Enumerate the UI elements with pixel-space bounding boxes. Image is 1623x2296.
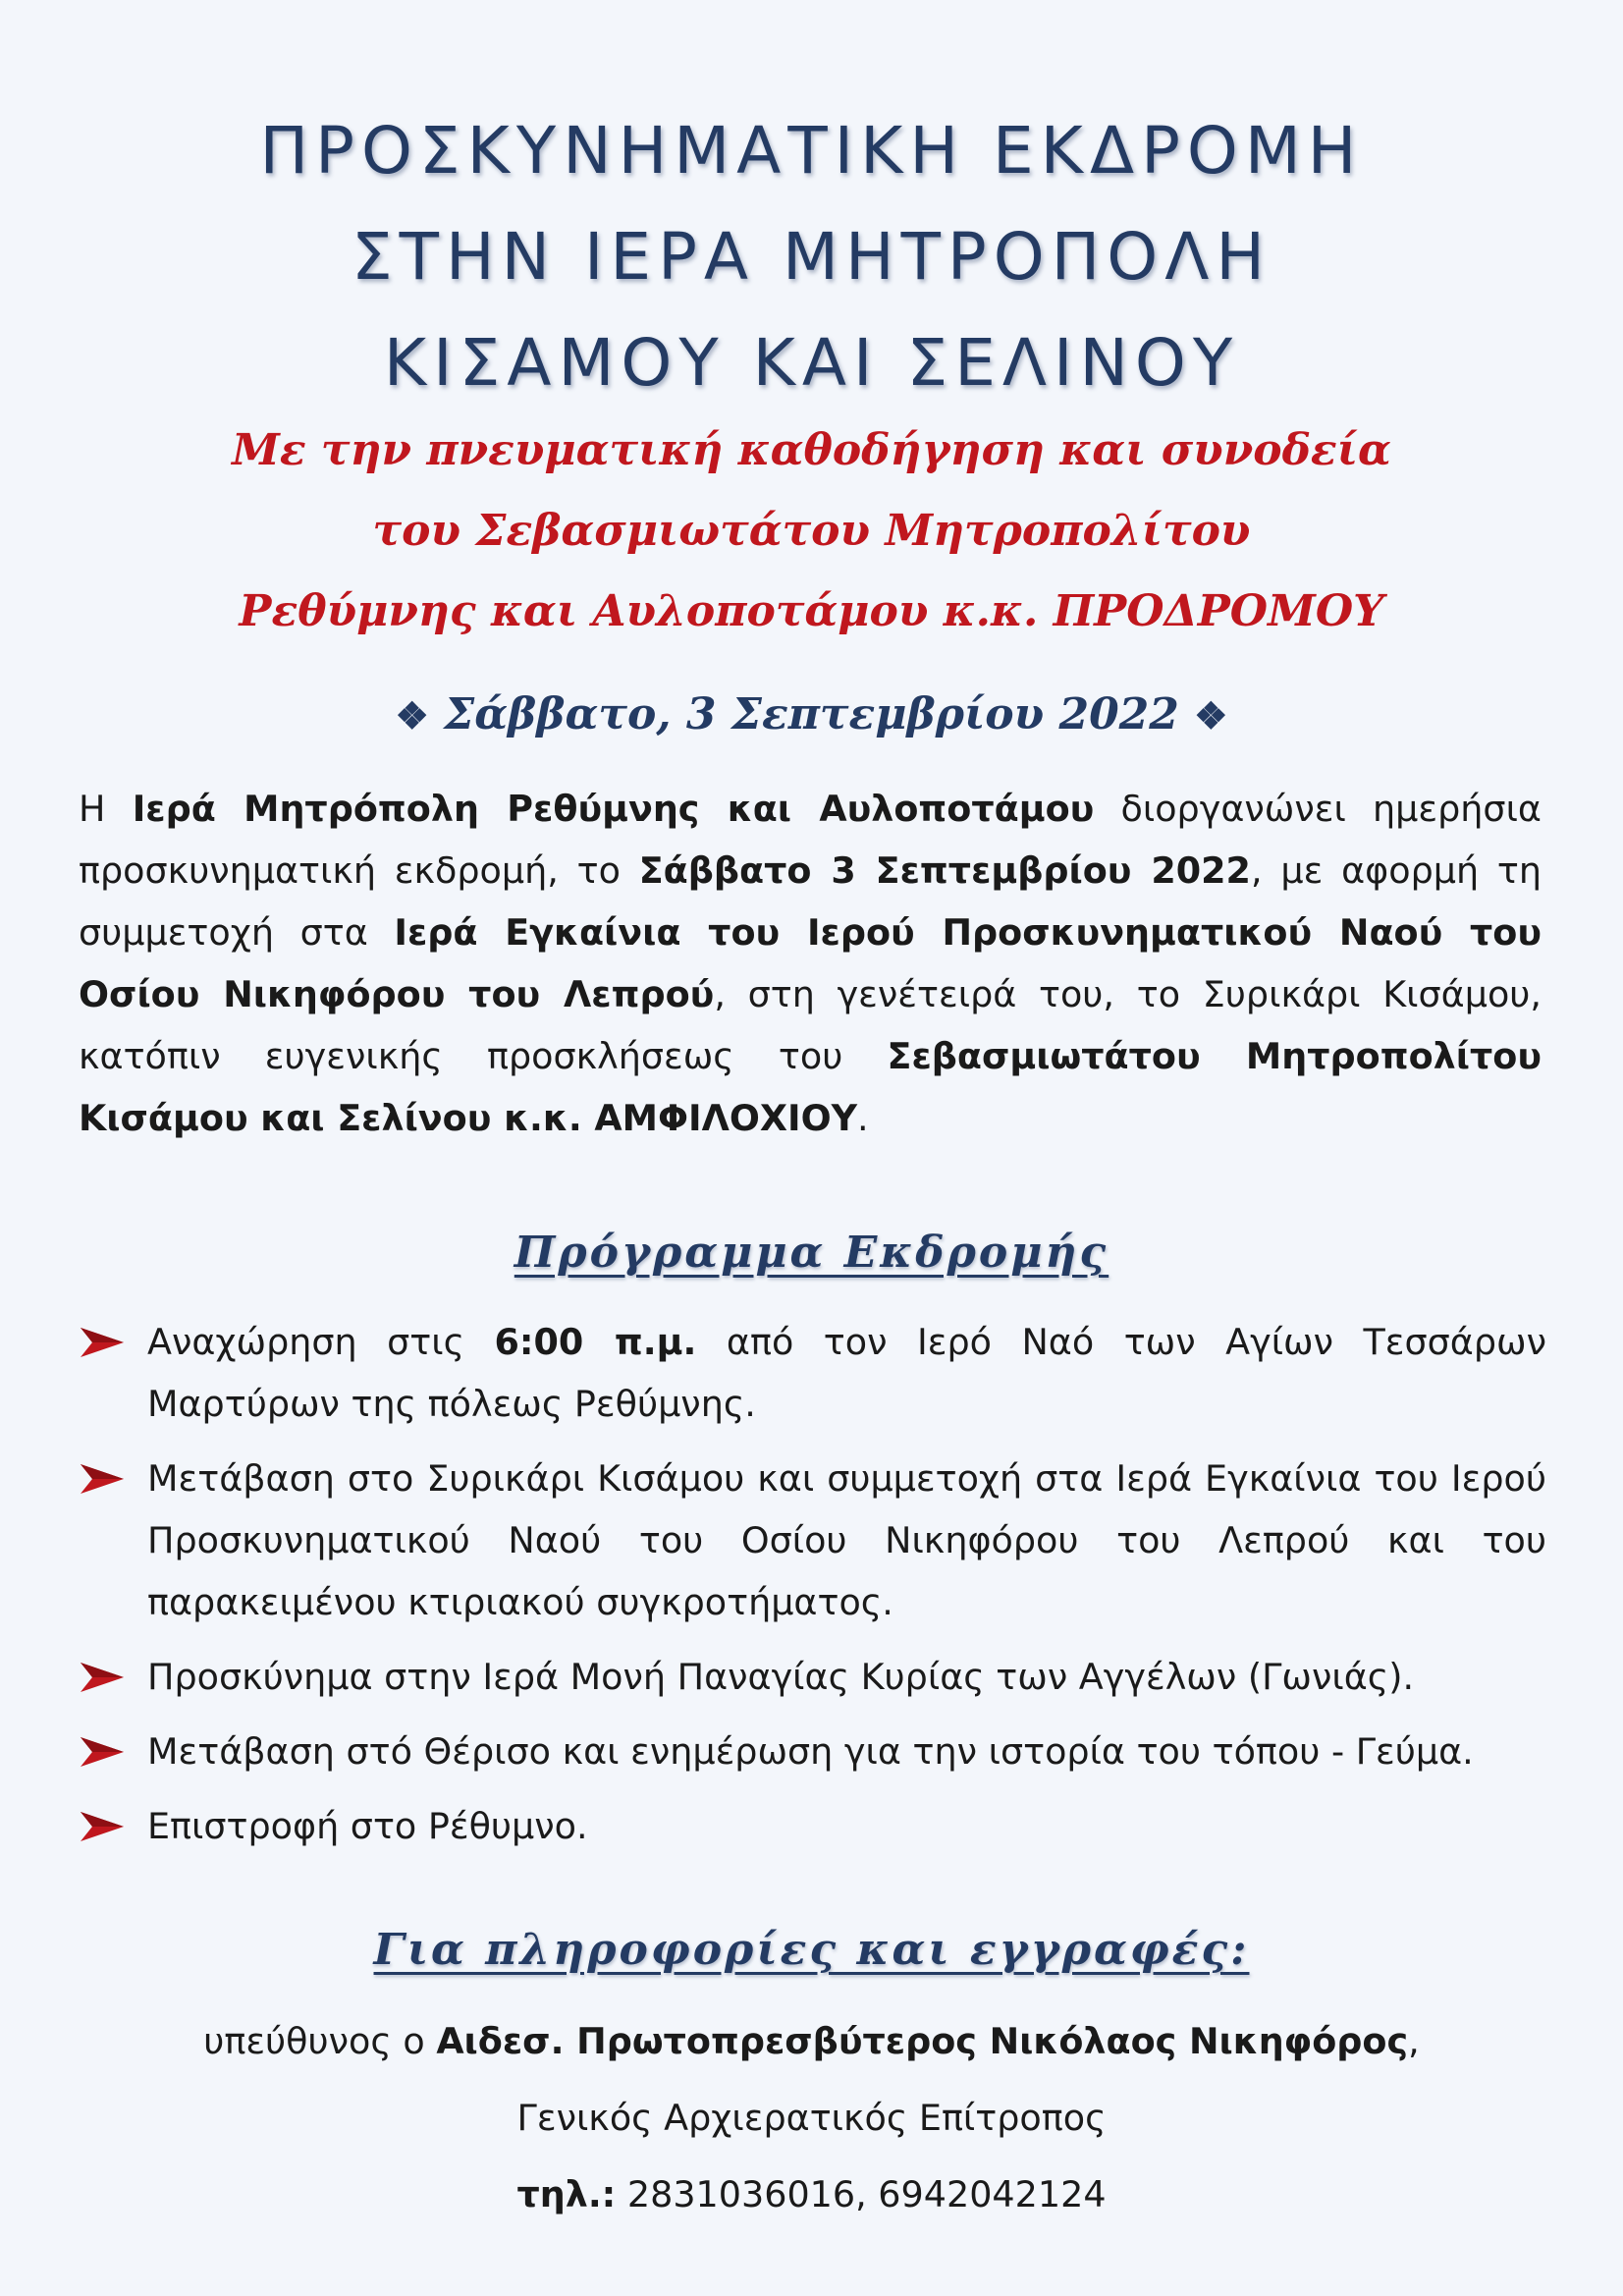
contact-responsible	[0, 2003, 1623, 2080]
program-item-text-rest: από τον Ιερό Ναό των Αγίων Τεσσάρων Μαρτύρων της πόλεως Ρεθύμνης.	[147, 1321, 1546, 1425]
intro-text-3: , με αφορμή τη συμμετοχή στα	[79, 849, 1542, 954]
intro-text-2: διοργανώνει ημερήσια προσκυνηματική εκδρομή, το	[79, 788, 1542, 892]
program-item-time: 6:00 π.μ.	[494, 1321, 697, 1363]
arrow-bullet-icon	[79, 1661, 126, 1694]
info-heading: Για πληροφορίες και εγγραφές:	[373, 1925, 1250, 1975]
intro-text-5: .	[857, 1097, 869, 1139]
intro-text-4: , στη γενέτειρά του, το Συρικάρι Κισάμου, κατόπιν ευγενικής προσκλήσεως του	[79, 973, 1542, 1077]
program-item	[79, 1448, 1546, 1633]
contact-person: Αιδεσ. Πρωτοπρεσβύτερος Νικόλαος Νικηφόρος	[436, 2020, 1409, 2062]
program-item-text: Μετάβαση στο Συρικάρι Κισάμου και συμμετοχή στα Ιερά Εγκαίνια του Ιερού Προσκυνηματικού Ναού του Οσίου Νικηφόρου του Λεπρού και του παρακειμένου κτιριακού συγκροτήματος.	[147, 1457, 1546, 1623]
subtitle	[0, 410, 1623, 652]
arrow-bullet-icon	[79, 1326, 126, 1359]
subtitle-line-1: Με την πνευματική καθοδήγηση και συνοδεία	[232, 425, 1391, 475]
event-date-text: Σάββατο, 3 Σεπτεμβρίου 2022	[444, 689, 1179, 739]
ornament-right-icon: ❖	[1194, 693, 1228, 738]
subtitle-line-3: Ρεθύμνης και Αυλοποτάμου κ.κ. ΠΡΟΔΡΟΜΟΥ	[239, 586, 1384, 636]
intro-bold-date: Σάββατο 3 Σεπτεμβρίου 2022	[638, 849, 1251, 892]
intro-paragraph	[79, 778, 1542, 1149]
contact-block	[0, 2003, 1623, 2233]
arrow-bullet-icon	[79, 1735, 126, 1769]
arrow-bullet-icon	[79, 1462, 126, 1496]
program-item	[79, 1311, 1546, 1435]
title-line-1: ΠΡΟΣΚΥΝΗΜΑΤΙΚΗ ΕΚΔΡΟΜΗ	[259, 113, 1364, 189]
program-heading: Πρόγραμμα Εκδρομής	[514, 1228, 1109, 1278]
program-item-text: Αναχώρηση στις	[147, 1321, 495, 1363]
contact-role: Γενικός Αρχιερατικός Επίτροπος	[516, 2097, 1107, 2139]
program-item-text: Προσκύνημα στην Ιερά Μονή Παναγίας Κυρίας των Αγγέλων (Γωνιάς).	[147, 1656, 1415, 1698]
program-item	[79, 1721, 1546, 1782]
contact-suffix: ,	[1408, 2020, 1420, 2062]
program-item	[79, 1646, 1546, 1708]
intro-bold-host: Σεβασμιωτάτου Μητροπολίτου Κισάμου και Σελίνου κ.κ. ΑΜΦΙΛΟΧΙΟΥ	[79, 1035, 1542, 1139]
document-title	[0, 98, 1623, 416]
phone-numbers: 2831036016, 6942042124	[616, 2173, 1107, 2215]
ornament-left-icon: ❖	[395, 693, 429, 738]
intro-text-1: Η	[79, 788, 133, 830]
arrow-bullet-icon	[79, 1810, 126, 1843]
subtitle-line-2: του Σεβασμιωτάτου Μητροπολίτου	[372, 506, 1251, 556]
program-list	[79, 1311, 1546, 1870]
phone-label: τηλ.:	[516, 2173, 617, 2215]
contact-phone	[0, 2157, 1623, 2233]
title-line-2: ΣΤΗΝ ΙΕΡΑ ΜΗΤΡΟΠΟΛΗ	[351, 219, 1272, 295]
program-item	[79, 1795, 1546, 1857]
title-line-3: ΚΙΣΑΜΟΥ ΚΑΙ ΣΕΛΙΝΟΥ	[383, 325, 1240, 401]
program-item-text: Επιστροφή στο Ρέθυμνο.	[147, 1805, 588, 1847]
program-item-text: Μετάβαση στό Θέρισο και ενημέρωση για την ιστορία του τόπου - Γεύμα.	[147, 1730, 1474, 1773]
event-date	[0, 678, 1623, 753]
intro-bold-event: Ιερά Εγκαίνια του Ιερού Προσκυνηματικού Ναού του Οσίου Νικηφόρου του Λεπρού	[79, 911, 1542, 1015]
contact-prefix: υπεύθυνος ο	[203, 2020, 437, 2062]
intro-bold-organizer: Ιερά Μητρόπολη Ρεθύμνης και Αυλοποτάμου	[132, 788, 1095, 830]
